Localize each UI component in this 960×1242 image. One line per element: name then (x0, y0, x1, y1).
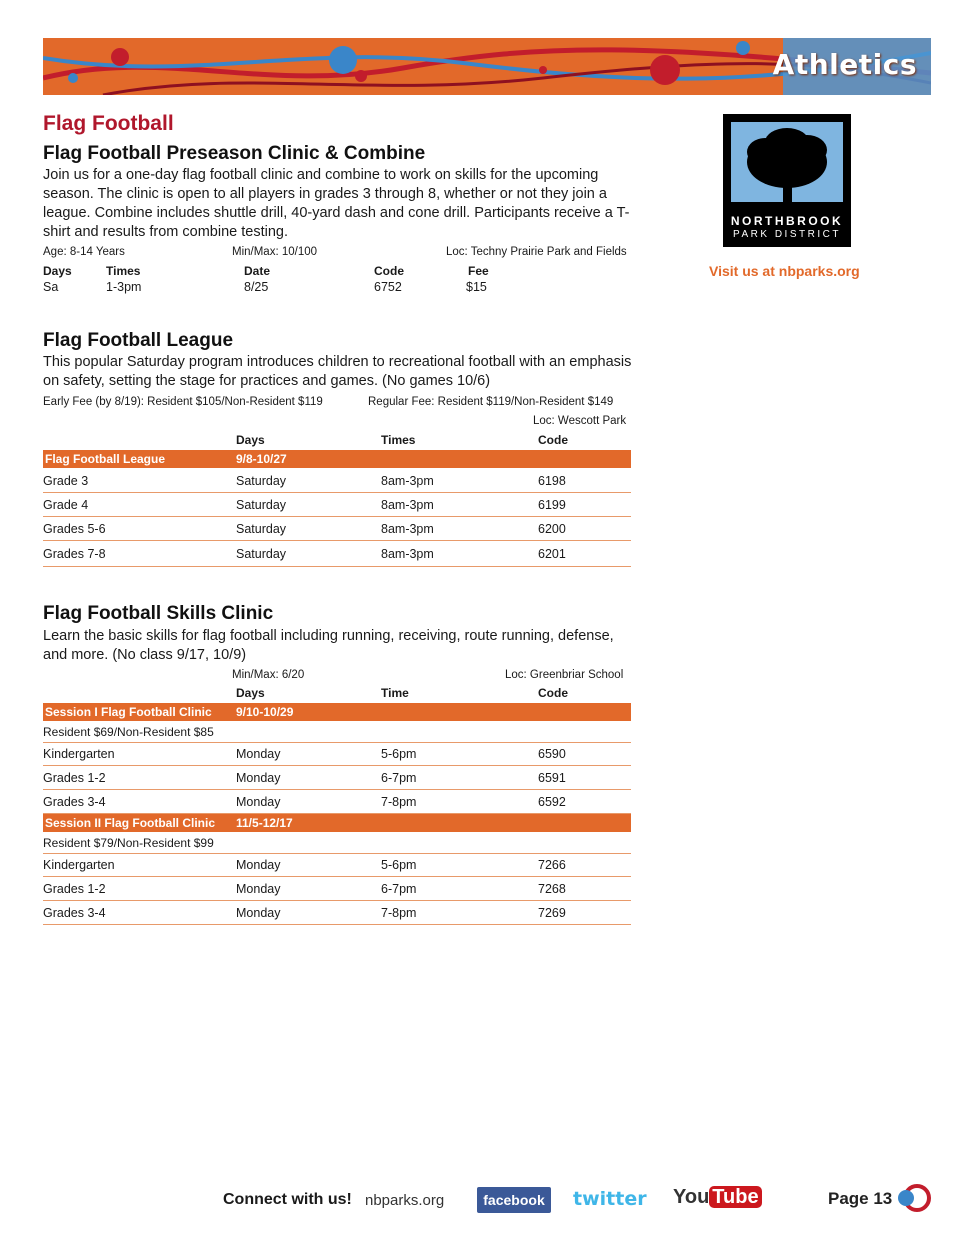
logo-sky (731, 122, 843, 216)
connect-label: Connect with us! (223, 1191, 352, 1208)
preseason-code: 6752 (374, 280, 402, 294)
league-header-days: Days (236, 433, 265, 447)
league-description: This popular Saturday program introduces children to recreational football with an emphasis on safety, setting the stage for practices and games. (No games 10/6) (43, 354, 632, 389)
preseason-header-code: Code (374, 264, 404, 278)
row-code: 7269 (538, 906, 566, 920)
youtube-link[interactable] (673, 1186, 762, 1212)
session2-band (43, 814, 631, 832)
skills-header-days: Days (236, 686, 265, 700)
row-grade: Kindergarten (43, 858, 115, 872)
preseason-header-fee: Fee (468, 264, 489, 278)
row-time: 6-7pm (381, 882, 417, 896)
logo-line1: NORTHBROOK (730, 214, 844, 228)
row-code: 7268 (538, 882, 566, 896)
preseason-fee: $15 (466, 280, 487, 294)
session2-fee-row (43, 833, 631, 854)
row-day: Monday (236, 858, 281, 872)
row-time: 6-7pm (381, 771, 417, 785)
preseason-heading: Flag Football Preseason Clinic & Combine (43, 143, 426, 164)
table-row (43, 877, 631, 901)
league-band (43, 450, 631, 468)
row-grade: Grades 5-6 (43, 522, 106, 536)
preseason-header-days: Days (43, 264, 72, 278)
table-row (43, 542, 631, 567)
preseason-age: Age: 8-14 Years (43, 246, 125, 258)
nbparks-link[interactable]: nbparks.org (365, 1192, 445, 1209)
twitter-link[interactable]: twitter (573, 1188, 647, 1210)
row-code: 6591 (538, 771, 566, 785)
skills-heading: Flag Football Skills Clinic (43, 603, 274, 624)
session2-dates: 11/5-12/17 (236, 816, 293, 830)
session1-label: Session I Flag Football Clinic (45, 705, 212, 719)
row-day: Monday (236, 906, 281, 920)
row-day: Monday (236, 771, 281, 785)
league-location: Loc: Wescott Park (533, 415, 627, 427)
session1-fee: Resident $69/Non-Resident $85 (43, 725, 214, 739)
row-grade: Grades 7-8 (43, 547, 106, 561)
table-row (43, 901, 631, 925)
league-header-code: Code (538, 433, 568, 447)
row-time: 8am-3pm (381, 474, 434, 488)
table-row (43, 493, 631, 517)
facebook-link[interactable]: facebook (477, 1187, 551, 1213)
row-time: 8am-3pm (381, 522, 434, 536)
league-early-fee: Early Fee (by 8/19): Resident $105/Non-Resident $119 (43, 396, 323, 408)
northbrook-logo[interactable] (723, 114, 851, 247)
preseason-times: 1-3pm (106, 280, 142, 294)
row-time: 7-8pm (381, 906, 417, 920)
row-time: 7-8pm (381, 795, 417, 809)
row-day: Monday (236, 795, 281, 809)
preseason-minmax: Min/Max: 10/100 (232, 246, 318, 258)
row-code: 6592 (538, 795, 566, 809)
skills-header-time: Time (381, 686, 409, 700)
row-time: 5-6pm (381, 858, 417, 872)
row-code: 6200 (538, 522, 566, 536)
session2-label: Session II Flag Football Clinic (45, 816, 216, 830)
row-day: Saturday (236, 498, 287, 512)
table-row (43, 766, 631, 790)
league-regular-fee: Regular Fee: Resident $119/Non-Resident $149 (368, 396, 614, 408)
league-band-label: Flag Football League (45, 452, 166, 466)
banner-title: Athletics (772, 48, 917, 81)
row-grade: Grades 1-2 (43, 882, 106, 896)
league-band-dates: 9/8-10/27 (236, 452, 287, 466)
league-heading: Flag Football League (43, 330, 234, 351)
page-corner-circles-icon (895, 1183, 933, 1213)
row-grade: Grades 3-4 (43, 906, 106, 920)
row-day: Saturday (236, 474, 287, 488)
row-code: 6201 (538, 547, 566, 561)
oak-tree-icon (731, 122, 843, 216)
section-title: Flag Football (43, 112, 174, 135)
row-day: Monday (236, 747, 281, 761)
skills-location: Loc: Greenbriar School (505, 669, 624, 681)
league-header-times: Times (381, 433, 416, 447)
row-time: 5-6pm (381, 747, 417, 761)
preseason-date: 8/25 (244, 280, 269, 294)
athletics-banner (43, 38, 931, 95)
table-row (43, 742, 631, 766)
row-code: 6199 (538, 498, 566, 512)
preseason-header-date: Date (244, 264, 271, 278)
row-grade: Grade 3 (43, 474, 89, 488)
row-day: Monday (236, 882, 281, 896)
preseason-days: Sa (43, 280, 59, 294)
logo-line2: PARK DISTRICT (733, 229, 841, 240)
row-day: Saturday (236, 522, 287, 536)
session1-fee-row (43, 722, 631, 743)
table-row (43, 469, 631, 493)
row-code: 6198 (538, 474, 566, 488)
page-number: Page 13 (828, 1189, 893, 1208)
table-row (43, 790, 631, 814)
session2-fee: Resident $79/Non-Resident $99 (43, 836, 214, 850)
session1-band (43, 703, 631, 721)
row-code: 6590 (538, 747, 566, 761)
row-grade: Grade 4 (43, 498, 89, 512)
table-row (43, 853, 631, 877)
youtube-tube: Tube (709, 1186, 761, 1208)
preseason-description: Join us for a one-day flag football clinic and combine to work on skills for the upcoming season. The clinic is open to all players in grades 3 through 8, whether or not they join a league. Combine includes shuttle drill, 40-yard dash and cone drill. Participants receive a T-shirt and results from combine testing. (43, 167, 630, 240)
preseason-header-times: Times (106, 264, 141, 278)
youtube-you: You (673, 1186, 710, 1208)
row-day: Saturday (236, 547, 287, 561)
row-grade: Kindergarten (43, 747, 115, 761)
row-code: 7266 (538, 858, 566, 872)
row-time: 8am-3pm (381, 547, 434, 561)
visit-link[interactable]: Visit us at nbparks.org (709, 263, 860, 279)
skills-header-code: Code (538, 686, 568, 700)
row-grade: Grades 1-2 (43, 771, 106, 785)
skills-description: Learn the basic skills for flag football including running, receiving, route running, defense, and more. (No class 9/17, 10/9) (43, 628, 614, 663)
session1-dates: 9/10-10/29 (236, 705, 294, 719)
row-grade: Grades 3-4 (43, 795, 106, 809)
preseason-location: Loc: Techny Prairie Park and Fields (446, 246, 627, 258)
skills-minmax: Min/Max: 6/20 (232, 669, 305, 681)
row-time: 8am-3pm (381, 498, 434, 512)
table-row (43, 517, 631, 541)
